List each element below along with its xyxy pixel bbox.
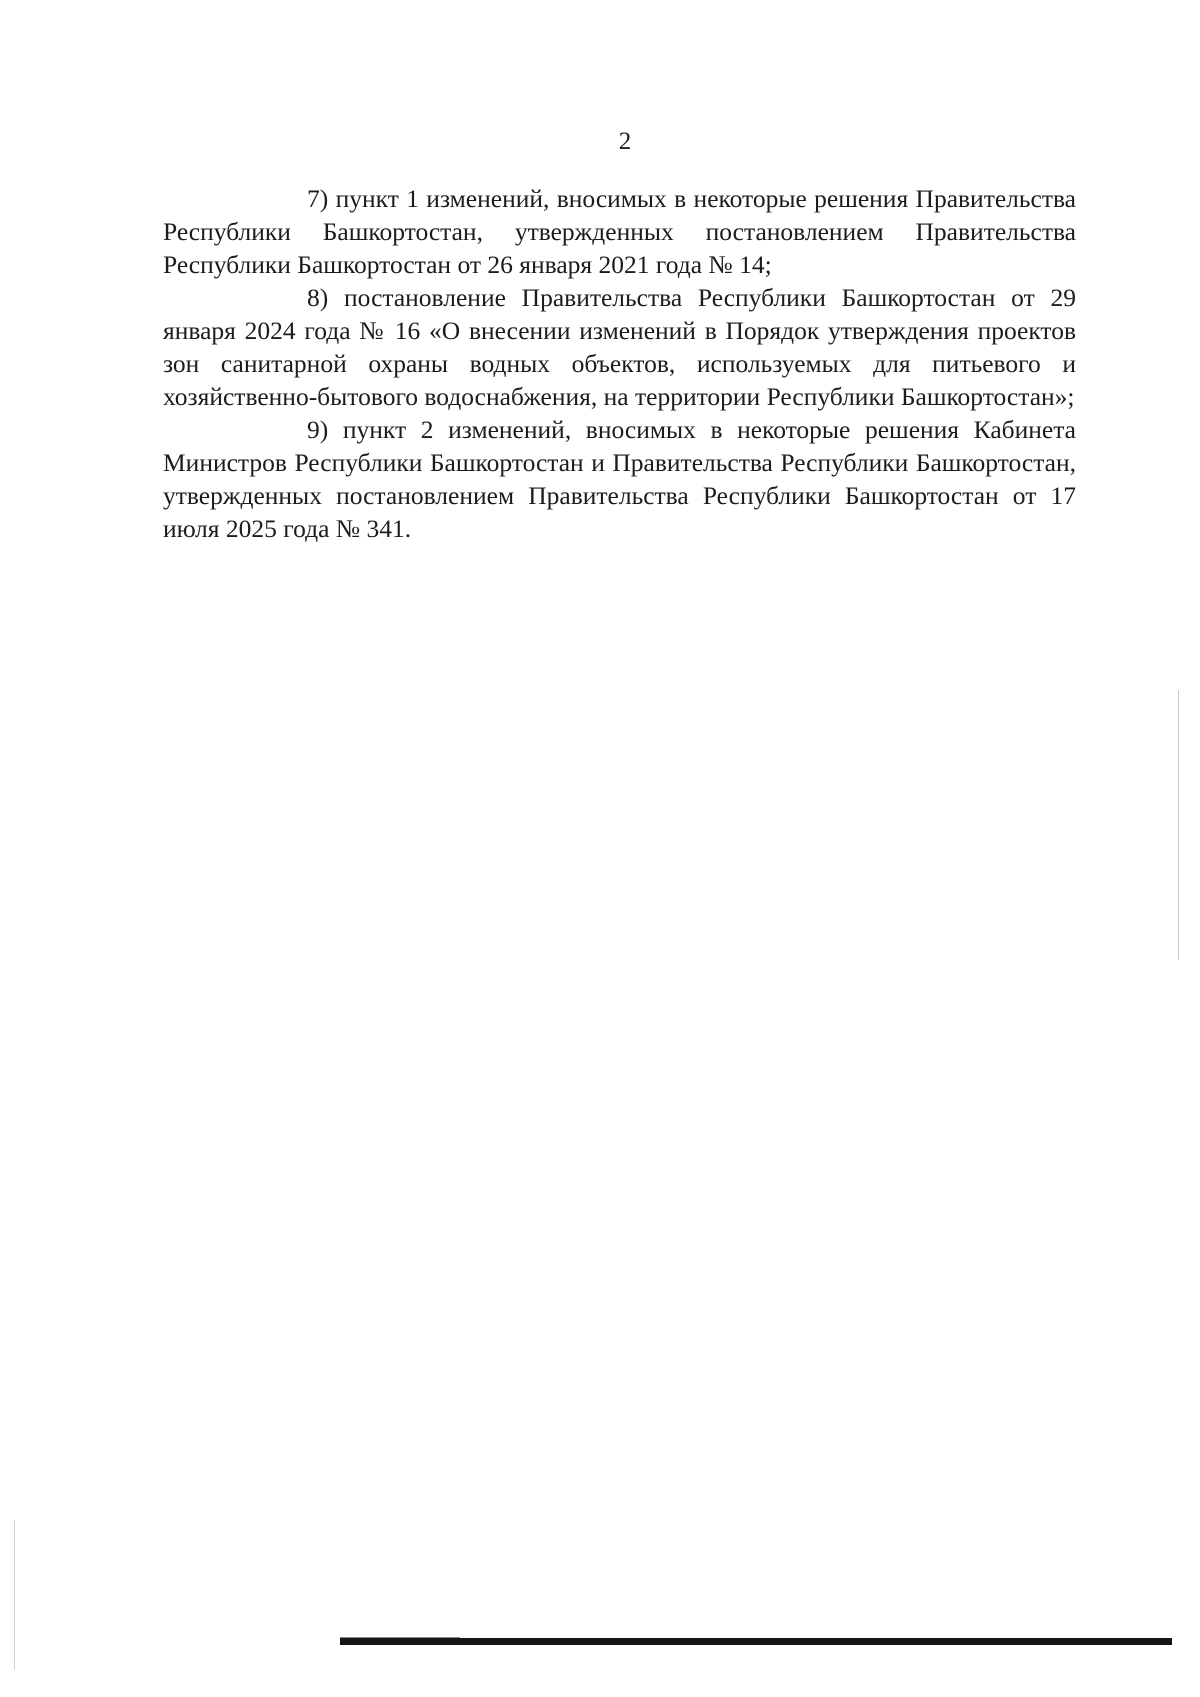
- item-number: 8): [307, 283, 329, 312]
- list-item: [163, 413, 1076, 545]
- list-item: [163, 281, 1076, 413]
- scan-bottom-bar: [340, 1638, 1172, 1645]
- list-item: [163, 182, 1076, 281]
- document-body: [163, 182, 1076, 545]
- scan-edge-line: [14, 1520, 15, 1670]
- item-text: пункт 2 изменений, вносимых в некоторые решения Кабинета Министров Республики Башкортостан и Правительства Республики Башкортостан, утвержденных постановлением Правительства Республики Башкортостан от 17 июля 2025 года № 341.: [163, 415, 1076, 543]
- item-number: 7): [307, 184, 329, 213]
- item-text: пункт 1 изменений, вносимых в некоторые решения Правительства Республики Башкортостан, утвержденных постановлением Правительства Республики Башкортостан от 26 января 2021 года № 14;: [163, 184, 1076, 279]
- scan-edge-line: [1178, 690, 1179, 960]
- item-text: постановление Правительства Республики Башкортостан от 29 января 2024 года № 16 «О внесении изменений в Порядок утверждения проектов зон санитарной охраны водных объектов, используемых для питьевого и хозяйственно-бытового водоснабжения, на территории Республики Башкортостан»;: [163, 283, 1076, 411]
- page-number: 2: [618, 128, 632, 155]
- item-number: 9): [307, 415, 329, 444]
